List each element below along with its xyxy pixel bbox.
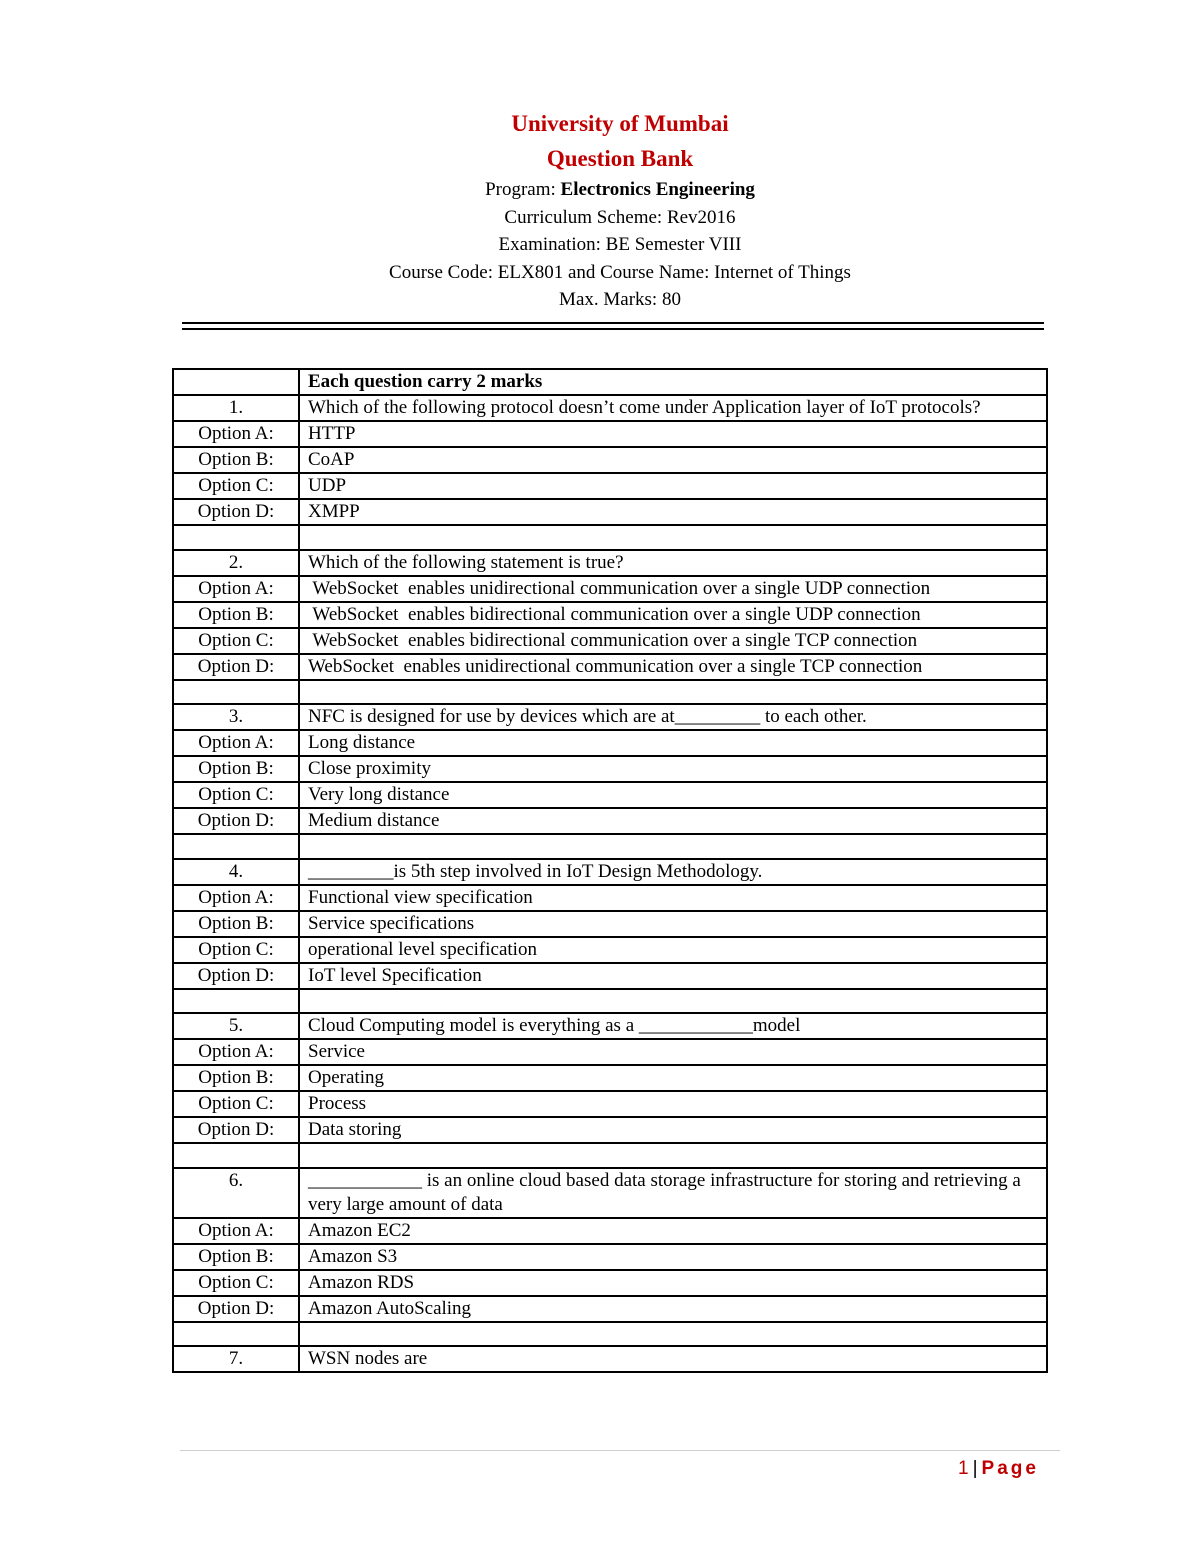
option-text: Medium distance [299, 808, 1047, 834]
option-label: Option B: [173, 911, 299, 937]
option-label: Option D: [173, 1117, 299, 1143]
option-label: Option C: [173, 937, 299, 963]
option-label: Option B: [173, 1065, 299, 1091]
option-text: Close proximity [299, 756, 1047, 782]
option-label: Option A: [173, 885, 299, 911]
option-row [173, 447, 1047, 473]
course-line: Course Code: ELX801 and Course Name: Internet of Things [389, 261, 851, 283]
spacer-row [173, 525, 1047, 550]
option-text: Operating [299, 1065, 1047, 1091]
option-row [173, 1244, 1047, 1270]
option-text: WebSocket enables bidirectional communication over a single UDP connection [299, 602, 1047, 628]
option-label: Option A: [173, 576, 299, 602]
option-label: Option D: [173, 808, 299, 834]
option-text: WebSocket enables unidirectional communication over a single TCP connection [299, 654, 1047, 680]
document-header [0, 106, 1200, 314]
question-row [173, 550, 1047, 576]
option-row [173, 937, 1047, 963]
question-number: 4. [173, 859, 299, 885]
spacer-cell [299, 525, 1047, 550]
question-text: Which of the following statement is true? [299, 550, 1047, 576]
program-label: Program: [485, 179, 561, 200]
question-number: 6. [173, 1168, 299, 1218]
spacer-cell [173, 1143, 299, 1168]
spacer-cell [299, 834, 1047, 859]
option-row [173, 628, 1047, 654]
spacer-cell [173, 1322, 299, 1347]
page-number: 1 [958, 1458, 969, 1479]
option-text: Amazon S3 [299, 1244, 1047, 1270]
option-row [173, 1065, 1047, 1091]
option-text: Data storing [299, 1117, 1047, 1143]
program-value: Electronics Engineering [560, 179, 755, 200]
option-row [173, 1117, 1047, 1143]
header-blank-cell [173, 369, 299, 395]
option-label: Option A: [173, 1039, 299, 1065]
program-line [0, 176, 1200, 204]
question-text: Which of the following protocol doesn’t come under Application layer of IoT protocols? [299, 395, 1047, 421]
option-label: Option D: [173, 499, 299, 525]
option-label: Option C: [173, 782, 299, 808]
spacer-cell [299, 989, 1047, 1014]
question-bank-title: Question Bank [546, 146, 694, 171]
spacer-cell [299, 1143, 1047, 1168]
question-table [172, 368, 1048, 1373]
option-row [173, 730, 1047, 756]
page-word: Page [981, 1458, 1039, 1479]
option-row [173, 1270, 1047, 1296]
option-label: Option A: [173, 730, 299, 756]
question-text: _________is 5th step involved in IoT Design Methodology. [299, 859, 1047, 885]
option-row [173, 1091, 1047, 1117]
question-number: 1. [173, 395, 299, 421]
question-text: Cloud Computing model is everything as a ____________model [299, 1013, 1047, 1039]
question-text: ____________ is an online cloud based data storage infrastructure for storing and retrieving a very large amount of data [299, 1168, 1047, 1218]
page-separator: | [972, 1458, 978, 1479]
option-row [173, 1218, 1047, 1244]
option-row [173, 756, 1047, 782]
option-row [173, 963, 1047, 989]
option-label: Option A: [173, 421, 299, 447]
option-label: Option B: [173, 756, 299, 782]
option-text: Amazon AutoScaling [299, 1296, 1047, 1322]
option-label: Option D: [173, 963, 299, 989]
question-number: 7. [173, 1346, 299, 1372]
curriculum-line: Curriculum Scheme: Rev2016 [504, 206, 736, 228]
question-text: NFC is designed for use by devices which are at_________ to each other. [299, 704, 1047, 730]
spacer-cell [173, 834, 299, 859]
spacer-row [173, 680, 1047, 705]
question-row [173, 395, 1047, 421]
option-text: UDP [299, 473, 1047, 499]
option-label: Option C: [173, 1270, 299, 1296]
option-row [173, 576, 1047, 602]
spacer-cell [299, 1322, 1047, 1347]
option-row [173, 782, 1047, 808]
question-text: WSN nodes are [299, 1346, 1047, 1372]
max-marks-line: Max. Marks: 80 [559, 289, 681, 310]
option-row [173, 654, 1047, 680]
question-number: 5. [173, 1013, 299, 1039]
spacer-cell [299, 680, 1047, 705]
option-row [173, 808, 1047, 834]
spacer-cell [173, 989, 299, 1014]
option-row [173, 473, 1047, 499]
option-row [173, 499, 1047, 525]
footer-divider [180, 1450, 1060, 1451]
option-text: Functional view specification [299, 885, 1047, 911]
option-label: Option D: [173, 1296, 299, 1322]
option-text: XMPP [299, 499, 1047, 525]
spacer-row [173, 989, 1047, 1014]
option-label: Option A: [173, 1218, 299, 1244]
option-text: Service specifications [299, 911, 1047, 937]
option-text: Process [299, 1091, 1047, 1117]
option-row [173, 1296, 1047, 1322]
question-number: 3. [173, 704, 299, 730]
examination-line: Examination: BE Semester VIII [498, 234, 742, 255]
question-row [173, 704, 1047, 730]
option-row [173, 1039, 1047, 1065]
option-row [173, 911, 1047, 937]
question-number: 2. [173, 550, 299, 576]
option-text: HTTP [299, 421, 1047, 447]
option-text: CoAP [299, 447, 1047, 473]
option-label: Option C: [173, 628, 299, 654]
option-row [173, 421, 1047, 447]
option-text: Long distance [299, 730, 1047, 756]
option-text: operational level specification [299, 937, 1047, 963]
option-row [173, 602, 1047, 628]
option-label: Option C: [173, 473, 299, 499]
option-label: Option B: [173, 447, 299, 473]
option-text: WebSocket enables unidirectional communication over a single UDP connection [299, 576, 1047, 602]
question-row [173, 1168, 1047, 1218]
option-label: Option B: [173, 1244, 299, 1270]
option-label: Option B: [173, 602, 299, 628]
page-footer [958, 1458, 1058, 1480]
option-text: Amazon RDS [299, 1270, 1047, 1296]
option-row [173, 885, 1047, 911]
question-table-body [173, 369, 1047, 1372]
spacer-row [173, 834, 1047, 859]
marks-instruction: Each question carry 2 marks [299, 369, 1047, 395]
question-row [173, 1013, 1047, 1039]
spacer-cell [173, 680, 299, 705]
university-title: University of Mumbai [511, 111, 729, 136]
option-label: Option D: [173, 654, 299, 680]
option-text: WebSocket enables bidirectional communication over a single TCP connection [299, 628, 1047, 654]
option-text: Amazon EC2 [299, 1218, 1047, 1244]
option-text: Service [299, 1039, 1047, 1065]
question-row [173, 859, 1047, 885]
option-text: IoT level Specification [299, 963, 1047, 989]
spacer-cell [173, 525, 299, 550]
spacer-row [173, 1322, 1047, 1347]
option-label: Option C: [173, 1091, 299, 1117]
table-header-row [173, 369, 1047, 395]
question-row [173, 1346, 1047, 1372]
spacer-row [173, 1143, 1047, 1168]
option-text: Very long distance [299, 782, 1047, 808]
header-divider [182, 322, 1044, 330]
